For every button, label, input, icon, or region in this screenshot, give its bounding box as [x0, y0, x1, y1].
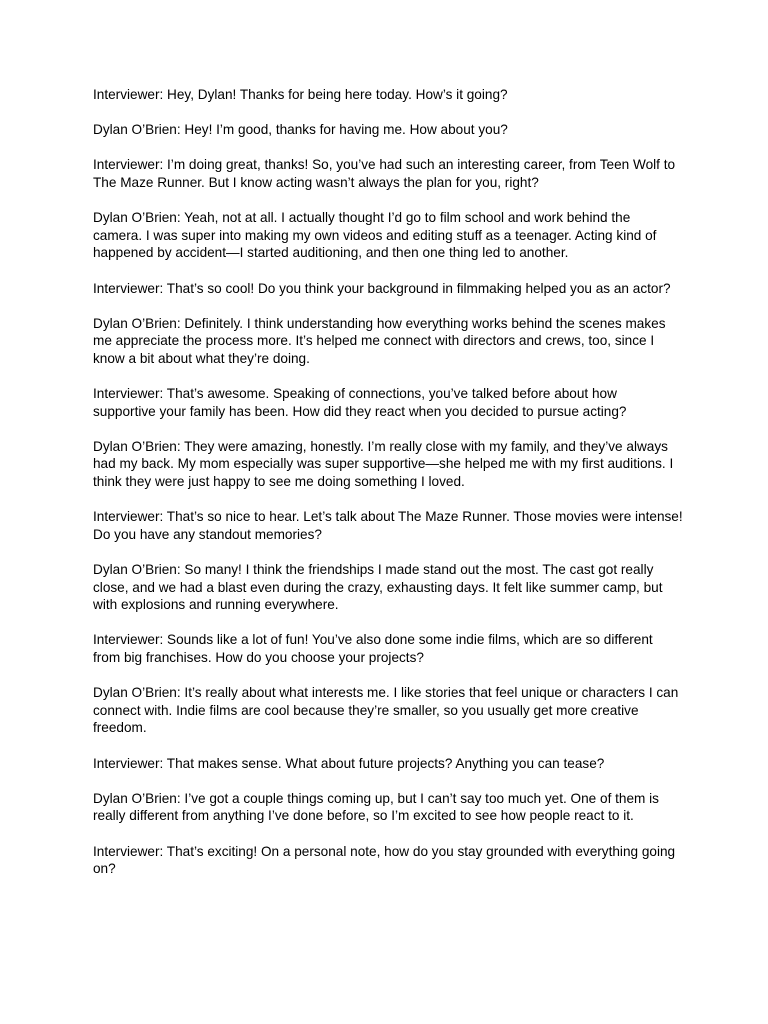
paragraph-interviewer-filmmaking: Interviewer: That’s so cool! Do you think your background in filmmaking helped you as an actor? — [93, 280, 671, 296]
paragraph-dylan-family: Dylan O’Brien: They were amazing, honestly. I’m really close with my family, and they’ve always had my back. My mom especially was super supportive—she helped me with my first auditions. I think they were just happy to see me doing something I loved. — [93, 438, 674, 490]
paragraph-interviewer-future: Interviewer: That makes sense. What about future projects? Anything you can tease? — [93, 755, 605, 771]
document-page — [93, 86, 683, 895]
paragraph-interviewer-family: Interviewer: That’s awesome. Speaking of connections, you’ve talked before about how supportive your family has been. How did they react when you decided to pursue acting? — [93, 386, 627, 419]
paragraph-interviewer-greeting: Interviewer: Hey, Dylan! Thanks for being here today. How’s it going? — [93, 87, 508, 102]
paragraph-dylan-greeting: Dylan O’Brien: Hey! I’m good, thanks for having me. How about you? — [93, 122, 508, 138]
paragraph-interviewer-indie-films: Interviewer: Sounds like a lot of fun! You’ve also done some indie films, which are so different from big franchises. How do you choose your projects? — [93, 632, 653, 665]
paragraph-dylan-projects: Dylan O’Brien: It’s really about what interests me. I like stories that feel unique or characters I can connect with. Indie films are cool because they’re smaller, so you usually get more creative freedom. — [93, 685, 679, 736]
paragraph-dylan-coming-up: Dylan O’Brien: I’ve got a couple things coming up, but I can’t say too much yet. One of them is really different from anything I’ve done before, so I’m excited to see how people react to it. — [93, 790, 659, 824]
paragraph-dylan-friendships: Dylan O’Brien: So many! I think the friendships I made stand out the most. The cast got really close, and we had a blast even during the crazy, exhausting days. It felt like summer camp, but with explosions and running everywhere. — [93, 562, 663, 613]
paragraph-dylan-behind-scenes: Dylan O’Brien: Definitely. I think understanding how everything works behind the scenes makes me appreciate the process more. It’s helped me connect with directors and crews, too, since I know a bit about what they’re doing. — [93, 315, 666, 366]
paragraph-interviewer-career: Interviewer: I’m doing great, thanks! So, you’ve had such an interesting career, from Teen Wolf to The Maze Runner. But I know acting wasn’t always the plan for you, right? — [93, 157, 676, 190]
paragraph-interviewer-grounded: Interviewer: That’s exciting! On a personal note, how do you stay grounded with everything going on? — [93, 843, 676, 877]
paragraph-dylan-film-school: Dylan O’Brien: Yeah, not at all. I actually thought I’d go to film school and work behind the camera. I was super into making my own videos and editing stuff as a teenager. Acting kind of happened by accident—I started auditioning, and then one thing led to another. — [93, 210, 657, 261]
paragraph-interviewer-maze-runner: Interviewer: That’s so nice to hear. Let’s talk about The Maze Runner. Those movies were intense! Do you have any standout memories? — [93, 509, 683, 542]
